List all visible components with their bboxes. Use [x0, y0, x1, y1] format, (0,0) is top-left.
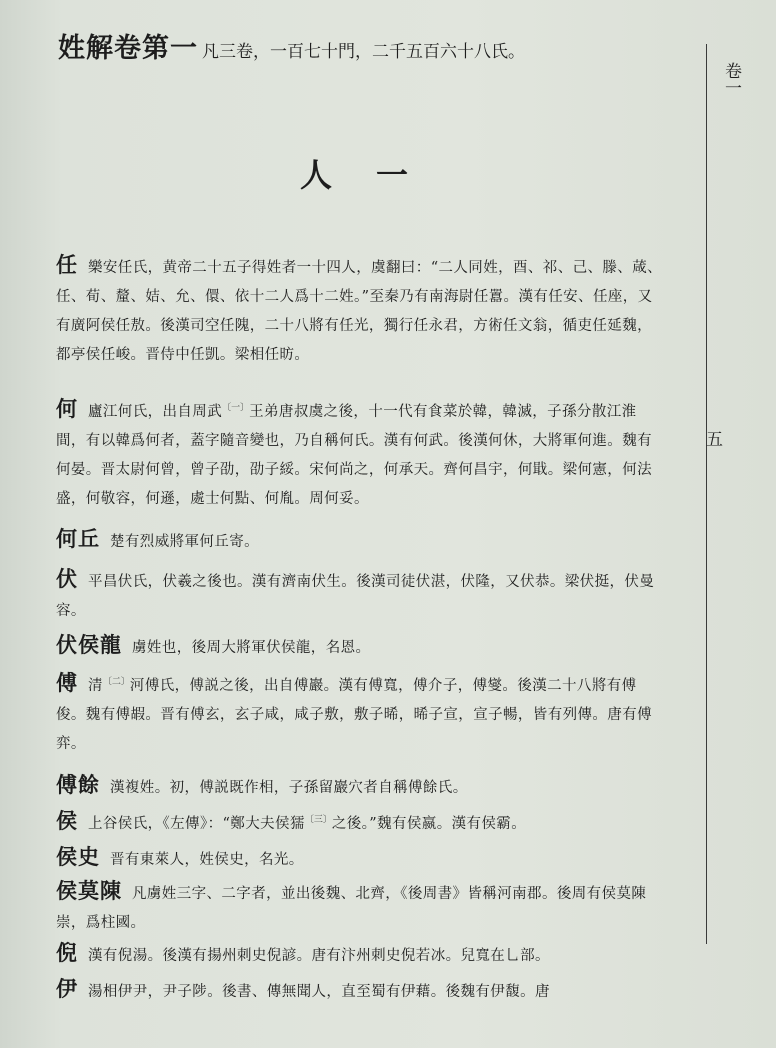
entry-headword: 倪	[56, 940, 78, 965]
entry-text: 晋有東萊人，姓侯史，名光。	[110, 852, 304, 868]
running-head: 卷一	[721, 62, 741, 96]
entry-yi	[56, 974, 666, 1007]
entry-text: 凡虜姓三字、二字者，並出後魏、北齊，《後周書》皆稱河南郡。後周有侯莫陳崇，爲柱國。	[56, 886, 647, 931]
footnote-marker: 〔二〕	[102, 677, 130, 688]
entry-headword: 傅	[56, 670, 78, 695]
section-title: 人一	[300, 156, 453, 194]
entry-text: 虜姓也，後周大將軍伏侯龍，名恩。	[132, 640, 371, 656]
entry-fuhoulong	[56, 630, 666, 663]
entry-headword: 侯莫陳	[56, 878, 122, 903]
entry-headword: 傅餘	[56, 772, 100, 797]
entry-text: 清	[88, 678, 103, 694]
entry-headword: 何丘	[56, 526, 100, 551]
volume-note: 凡三卷，一百七十門，二千五百六十八氏。	[202, 42, 525, 62]
entry-headword: 伏	[56, 566, 78, 591]
margin-divider	[706, 44, 707, 944]
entry-text: 漢複姓。初，傅説既作相，子孫留巖穴者自稱傅餘氏。	[110, 780, 468, 796]
entry-houmochen	[56, 876, 666, 938]
entry-text: 平昌伏氏，伏羲之後也。漢有濟南伏生。後漢司徒伏湛，伏隆，又伏恭。梁伏挺，伏曼容。	[56, 574, 655, 619]
entry-text: 漢有倪湯。後漢有揚州刺史倪諺。唐有汴州刺史倪若冰。兒寬在乚部。	[88, 948, 550, 964]
entry-heqiu	[56, 524, 666, 557]
entry-ren	[56, 250, 666, 370]
entry-headword: 侯	[56, 808, 78, 833]
entry-headword: 任	[56, 252, 78, 277]
entry-fuyu	[56, 770, 666, 803]
page-header	[58, 26, 525, 65]
entry-text-cont: 河傅氏，傅説之後，出自傅巖。漢有傅寬，傅介子，傅燮。後漢二十八將有傅俊。魏有傅嘏。晋有傅玄，玄子咸，咸子敷，敷子晞，晞子宣，宣子暢，皆有列傳。唐有傅弈。	[56, 678, 652, 752]
volume-title: 姓解卷第一	[58, 33, 198, 64]
entry-fu	[56, 564, 666, 626]
entry-text: 楚有烈威將軍何丘寄。	[110, 534, 259, 550]
entry-text-cont: 王弟唐叔虞之後，十一代有食菜於韓，韓滅，子孫分散江淮間，有以韓爲何者，蓋字隨音變也，乃自稱何氏。漢有何武。後漢何休，大將軍何進。魏有何晏。晋太尉何曾，曾子劭，劭子綏。宋何尚之，何承天。齊何昌宇，何戢。梁何憲，何法盛，何敬容，何遜，處士何點、何胤。周何妥。	[56, 404, 652, 507]
entry-text-cont: 之後。”魏有侯嬴。漢有侯霸。	[331, 816, 527, 832]
page-number: 五	[706, 430, 723, 450]
footnote-marker: 〔一〕	[222, 403, 250, 414]
entry-fu-tutor	[56, 668, 666, 759]
entry-he	[56, 394, 666, 514]
entry-ni	[56, 938, 666, 971]
entry-text: 湯相伊尹，尹子陟。後書、傳無聞人，直至蜀有伊藉。後魏有伊馥。唐	[88, 984, 550, 1000]
entry-hou	[56, 806, 666, 839]
entry-headword: 伏侯龍	[56, 632, 122, 657]
entry-text: 上谷侯氏，《左傳》：“鄭大夫侯獳	[88, 816, 305, 832]
entry-houshi	[56, 842, 666, 875]
entry-text: 樂安任氏，黄帝二十五子得姓者一十四人，虞翻曰：“二人同姓，酉、祁、己、滕、葴、任、荀、釐、姞、允、儇、依十二人爲十二姓。”至秦乃有南海尉任囂。漢有任安、任座，又有廣阿侯任敖。後漢司空任隗，二十八將有任光，獨行任永君，方術任文翁，循吏任延魏，都亭侯任峻。晋侍中任凱。梁相任昉。	[56, 260, 663, 363]
entry-headword: 侯史	[56, 844, 100, 869]
entry-headword: 何	[56, 396, 78, 421]
entry-text: 廬江何氏，出自周武	[88, 404, 223, 420]
entry-headword: 伊	[56, 976, 78, 1001]
footnote-marker: 〔三〕	[304, 815, 332, 826]
